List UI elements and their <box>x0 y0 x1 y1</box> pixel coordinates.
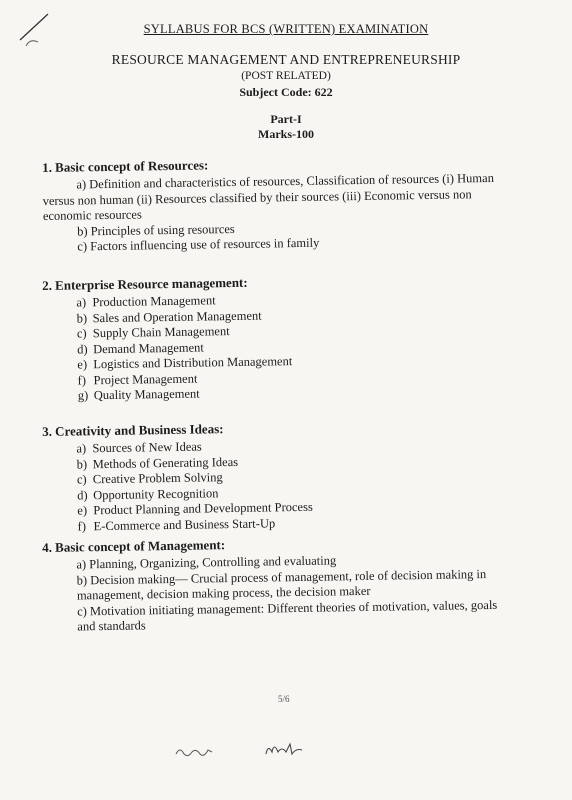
pen-tick-mark <box>14 8 54 48</box>
item-text: Production Management <box>92 293 216 310</box>
page-number: 5/6 <box>278 694 290 704</box>
subject-title: RESOURCE MANAGEMENT AND ENTREPRENEURSHIP <box>111 52 461 67</box>
list-item-continuation: versus non human (ii) Resources classified by their sources (iii) Economic versus non <box>42 186 472 208</box>
marks-label: Marks-100 <box>258 127 314 141</box>
section-basic-concept-resources <box>42 152 533 255</box>
item-text: Sources of New Ideas <box>92 439 202 456</box>
item-text: Product Planning and Development Process <box>93 499 313 518</box>
item-text: Project Management <box>93 371 198 387</box>
item-label: f) <box>77 518 87 533</box>
initials-signature-right <box>262 738 306 760</box>
list-item: c) Factors influencing use of resources in family <box>77 235 320 254</box>
item-text: Demand Management <box>93 339 204 356</box>
item-label: a) <box>76 441 87 456</box>
section-heading: 2. Enterprise Resource management: <box>42 274 248 293</box>
list-item: a) Planning, Organizing, Controlling and evaluating <box>76 553 337 572</box>
item-text: Sales and Operation Management <box>92 308 262 325</box>
section-heading: 3. Creativity and Business Ideas: <box>42 421 224 439</box>
item-text: Supply Chain Management <box>92 324 230 341</box>
item-label: e) <box>77 503 88 518</box>
list-item: b) Principles of using resources <box>77 221 235 238</box>
list-item: c) Motivation initiating management: Different theories of motivation, values, goals <box>77 597 498 618</box>
list-item: b) Decision making— Crucial process of management, role of decision making in <box>76 566 487 587</box>
list-item-continuation: management, decision making process, the decision maker <box>76 583 371 603</box>
list-item-continuation: and standards <box>77 618 146 634</box>
item-label: d) <box>77 487 88 502</box>
item-label: b) <box>76 310 88 325</box>
item-text: Logistics and Distribution Management <box>93 354 293 372</box>
part-label: Part-I <box>270 112 302 126</box>
item-label: e) <box>77 357 88 372</box>
item-label: d) <box>77 341 88 356</box>
list-item: a) Definition and characteristics of resources, Classification of resources (i) Human <box>76 170 495 192</box>
item-label: f) <box>77 372 87 387</box>
section-heading: 1. Basic concept of Resources: <box>42 157 209 175</box>
item-label: b) <box>76 456 88 471</box>
section-enterprise-resource-management <box>42 270 534 404</box>
subject-subtitle: (POST RELATED) <box>241 70 331 82</box>
exam-heading: SYLLABUS FOR BCS (WRITTEN) EXAMINATION <box>143 22 429 36</box>
section-heading: 4. Basic concept of Management: <box>42 537 226 555</box>
item-label: c) <box>76 326 87 341</box>
item-text: Opportunity Recognition <box>93 485 219 502</box>
item-text: E-Commerce and Business Start-Up <box>93 515 276 533</box>
item-label: a) <box>76 295 87 310</box>
item-label: g) <box>77 388 89 403</box>
item-text: Creative Problem Solving <box>92 470 223 487</box>
section-creativity-business-ideas <box>42 416 534 535</box>
item-text: Quality Management <box>93 386 200 403</box>
section-basic-concept-management <box>42 532 533 635</box>
subject-code: Subject Code: 622 <box>239 85 333 99</box>
item-label: c) <box>76 472 87 487</box>
initials-signature-left <box>172 742 222 762</box>
list-item-continuation: economic resources <box>42 207 142 223</box>
item-text: Methods of Generating Ideas <box>92 454 239 471</box>
